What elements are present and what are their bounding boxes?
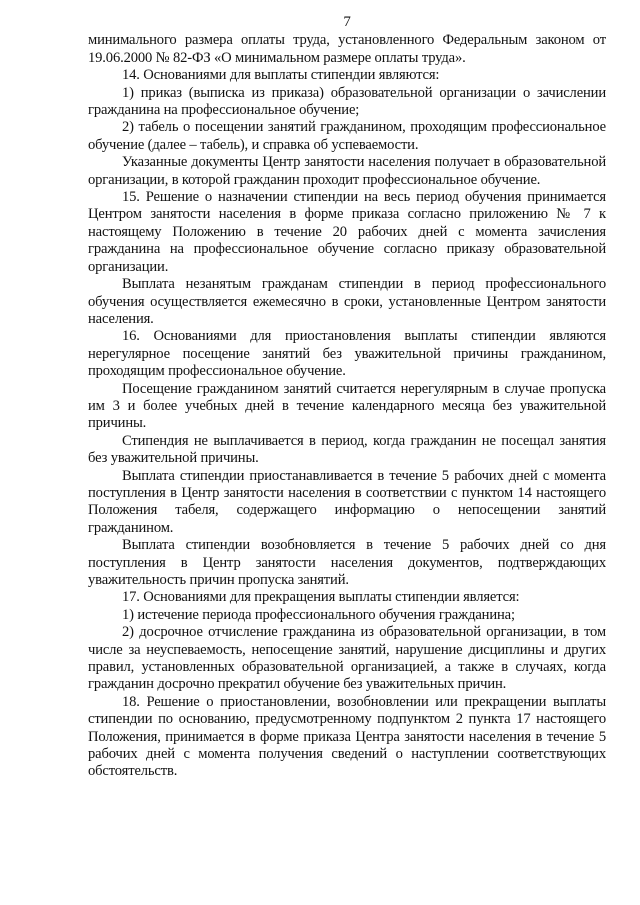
paragraph: Выплата стипендии приостанавливается в течение 5 рабочих дней с момента поступления в Центр занятости населения в соответствии с пунктом 14 настоящего Положения табеля, содержащего информацию о непосещении занятий гражданином. bbox=[88, 467, 606, 536]
paragraph: Выплата незанятым гражданам стипендии в период профессионального обучения осуществляется ежемесячно в сроки, установленные Центром занятости населения. bbox=[88, 276, 606, 327]
paragraph: 17. Основаниями для прекращения выплаты стипендии является: bbox=[122, 589, 520, 606]
page-number: 7 bbox=[343, 14, 351, 30]
paragraph: Указанные документы Центр занятости населения получает в образовательной организации, в которой гражданин проходит профессиональное обучение. bbox=[88, 154, 606, 188]
paragraph: 15. Решение о назначении стипендии на весь период обучения принимается Центром занятости населения в форме приказа согласно приложению № 7 к настоящему Положению в течение 20 рабочих дней с момента зачисления гражданина на профессиональное обучение согласно приказу образовательной организации. bbox=[88, 189, 606, 275]
paragraph: 18. Решение о приостановлении, возобновлении или прекращении выплаты стипендии по основанию, предусмотренному подпунктом 2 пункта 17 настоящего Положения, принимается в форме приказа Центра занятости населения в течение 5 рабочих дней с момента получения сведений о наступлении соответствующих обстоятельств. bbox=[88, 693, 606, 780]
paragraph: 2) табель о посещении занятий гражданином, проходящим профессиональное обучение (далее – табель), и справка об успеваемости. bbox=[88, 119, 606, 153]
document-page bbox=[88, 14, 606, 781]
paragraph: Посещение гражданином занятий считается нерегулярным в случае пропуска им 3 и более учебных дней в течение календарного месяца без уважительной причины. bbox=[88, 380, 606, 432]
paragraph: 16. Основаниями для приостановления выплаты стипендии являются нерегулярное посещение занятий без уважительной причины гражданином, проходящим профессиональное обучение. bbox=[88, 328, 606, 380]
paragraph: Выплата стипендии возобновляется в течение 5 рабочих дней со дня поступления в Центр занятости населения документов, подтверждающих уважительность причин пропуска занятий. bbox=[88, 537, 606, 588]
paragraph: минимального размера оплаты труда, установленного Федеральным законом от 19.06.2000 № 82-ФЗ «О минимальном размере оплаты труда». bbox=[88, 32, 606, 66]
paragraph: 1) приказ (выписка из приказа) образовательной организации о зачислении гражданина на профессиональное обучение; bbox=[88, 84, 606, 119]
paragraph: Стипендия не выплачивается в период, когда гражданин не посещал занятия без уважительной причины. bbox=[88, 432, 606, 467]
document-body bbox=[88, 32, 606, 780]
paragraph: 14. Основаниями для выплаты стипендии являются: bbox=[122, 67, 440, 84]
paragraph: 1) истечение периода профессионального обучения гражданина; bbox=[122, 606, 515, 623]
paragraph: 2) досрочное отчисление гражданина из образовательной организации, в том числе за неуспеваемость, непосещение занятий, нарушение дисциплины и других правил, установленных образовательной организацией, а также в случаях, когда гражданин досрочно прекратил обучение без уважительных причин. bbox=[88, 624, 606, 693]
